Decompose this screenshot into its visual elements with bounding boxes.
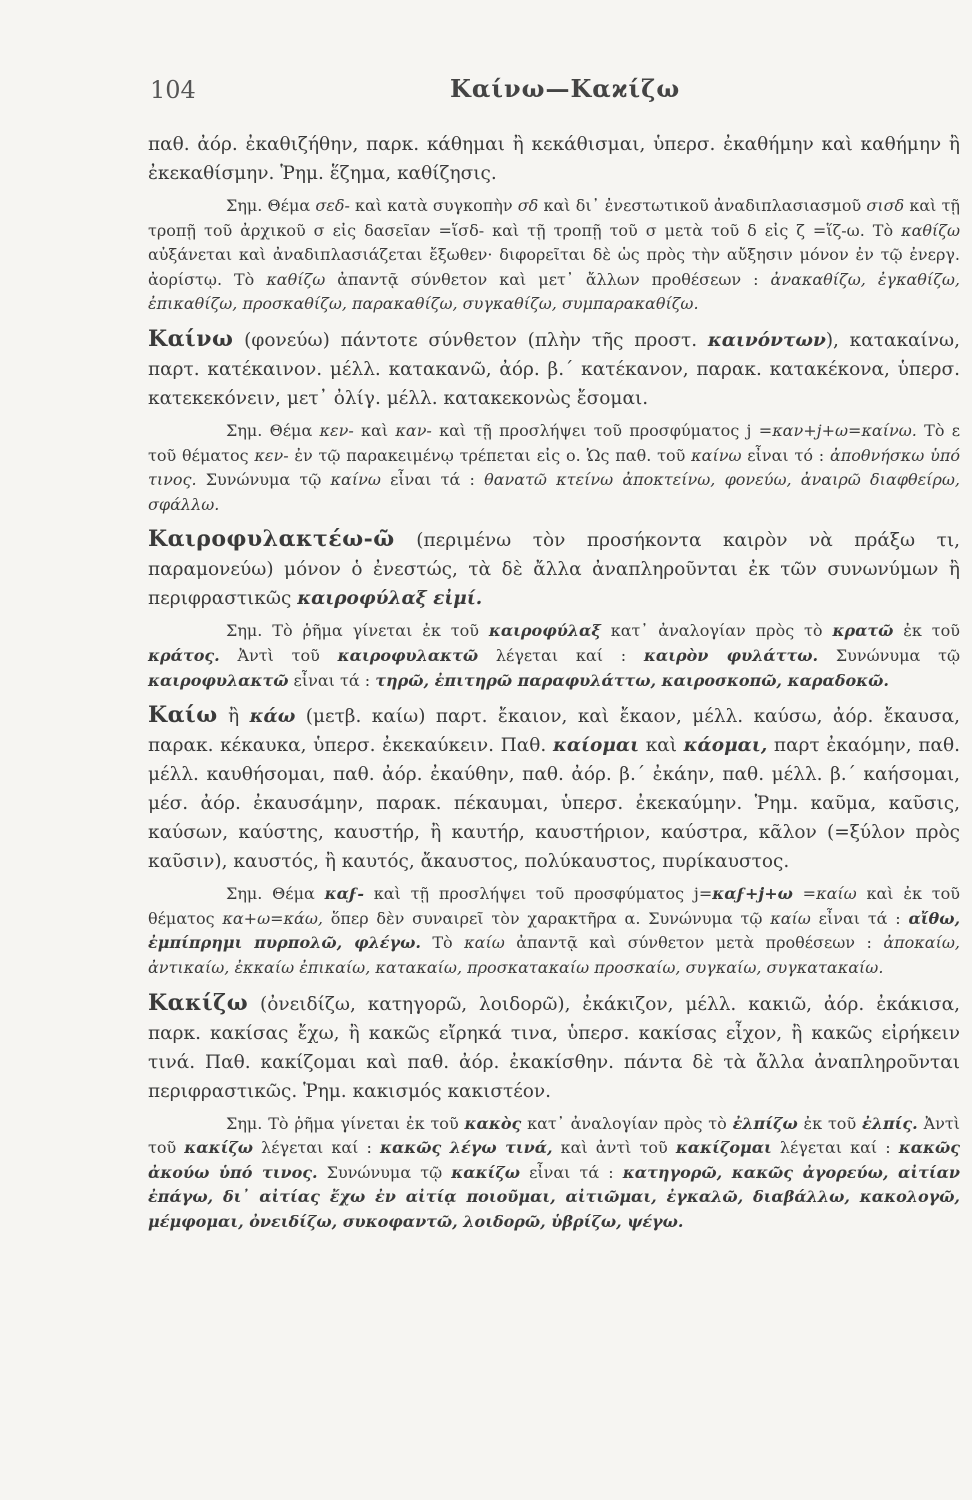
text-run: (φονεύω) πάντοτε σύνθετον (πλὴν τῆς προστ. bbox=[233, 329, 708, 351]
note-paragraph bbox=[148, 619, 960, 693]
bold-term: καϝ+j+ω bbox=[712, 884, 793, 904]
text-run: Τὸ ε τοῦ θέματος bbox=[148, 420, 961, 465]
italic-term: καν- bbox=[395, 420, 432, 440]
text-run: Σημ. Θέμα bbox=[226, 884, 325, 904]
entry-paragraph bbox=[148, 325, 960, 413]
text-run: ), κατακαίνω, παρτ. κατέκαινον. μέλλ. κατακανῶ, ἀόρ. β.΄ κατέκανον, παρακ. κατακέκονα, ὑπερσ. κατεκεκόνειν, μετ᾽ ὀλίγ. μέλλ. κατακεκονὼς ἔσομαι. bbox=[148, 329, 960, 409]
text-run: ὅπερ δὲν συναιρεῖ τὸν χαρακτῆρα α. Συνώνυμα τῷ bbox=[322, 908, 771, 928]
text-run: Συνώνυμα τῷ bbox=[818, 645, 960, 665]
text-run: εἶναι τά : bbox=[810, 908, 909, 928]
headword: Καιροφυλακτέω-ῶ bbox=[148, 526, 395, 553]
page-header bbox=[150, 72, 830, 112]
bold-term: καινόντων bbox=[707, 329, 826, 351]
italic-term: καθίζω bbox=[901, 220, 960, 240]
bold-term: κακίζω bbox=[451, 1162, 520, 1182]
bold-term: ἐλπίζω bbox=[732, 1113, 798, 1133]
italic-term: καίω bbox=[464, 933, 505, 953]
entry-paragraph bbox=[148, 525, 960, 613]
text-run: καὶ ἀντὶ τοῦ bbox=[552, 1138, 676, 1158]
bold-term: καιροφύλαξ bbox=[488, 621, 601, 641]
text-run: καὶ τῇ προσλήψει τοῦ προσφύματος j= bbox=[364, 884, 713, 904]
text-run: κατ᾽ ἀναλογίαν πρὸς τὸ bbox=[521, 1113, 733, 1133]
note-paragraph bbox=[148, 1112, 960, 1235]
text-run: (περιμένω τὸν προσήκοντα καιρὸν νὰ πράξω τι, παραμονεύω) μόνον ὁ ἐνεστώς, τὰ δὲ ἄλλα ἀναπληροῦνται ἐκ τῶν συνωνύμων ἢ περιφραστικῶς bbox=[148, 530, 960, 610]
text-run: κατ᾽ ἀναλογίαν πρὸς τὸ bbox=[600, 621, 833, 641]
text-run: καὶ τῇ τροπῇ τοῦ ἀρχικοῦ σ εἰς δασεῖαν =ἵσδ- καὶ τῇ τροπῇ τοῦ σ μετὰ τοῦ δ εἰς ζ =ἵζ-ω. Τὸ bbox=[148, 196, 960, 240]
text-run: ἀπαντᾷ καὶ σύνθετον μετὰ προθέσεων : bbox=[504, 933, 884, 953]
italic-term: σισδ bbox=[866, 196, 905, 215]
entry-paragraph bbox=[148, 701, 960, 876]
bold-term: κρατῶ bbox=[832, 621, 894, 641]
text-run: εἶναι τά : bbox=[288, 670, 376, 690]
bold-term: κακῶς ἀκούω ὑπό τινος. bbox=[148, 1138, 960, 1182]
italic-term: κα+ω=κάω, bbox=[222, 908, 323, 928]
text-run: (ὀνειδίζω, κατηγορῶ, λοιδορῶ), ἐκάκιζον, μέλλ. κακιῶ, ἀόρ. ἐκάκισα, παρκ. κακίσας ἔχω, ἢ κακῶς εἴρηκά τινα, ὑπερσ. κακίσας εἶχον, ἢ κακῶς εἰρήκειν τινά. Παθ. κακίζομαι καὶ παθ. ἀόρ. ἐκακίσθην. πάντα δὲ τὰ ἄλλα ἀναπληροῦνται περιφραστικῶς. Ῥημ. κακισμός κακιστέον. bbox=[148, 993, 960, 1102]
bold-term: καιροφυλακτῶ bbox=[337, 645, 479, 665]
headword: Κακίζω bbox=[148, 989, 249, 1016]
entry-paragraph bbox=[148, 989, 960, 1106]
italic-term: καίνω bbox=[691, 445, 742, 465]
italic-term: καίω bbox=[770, 908, 811, 928]
italic-term: ἀποθνήσκω ὑπό τινος. bbox=[148, 445, 961, 490]
italic-term: καίνω bbox=[330, 470, 381, 490]
page-body bbox=[148, 130, 960, 1234]
bold-term: κακὸς bbox=[464, 1113, 522, 1133]
text-run: λέγεται καί : bbox=[478, 645, 644, 665]
bold-term: καϝ- bbox=[324, 884, 364, 904]
text-run: Συνώνυμα τῷ bbox=[317, 1162, 452, 1182]
bold-term: ἐλπίς. bbox=[862, 1113, 918, 1133]
text-run: λέγεται καί : bbox=[253, 1138, 380, 1158]
italic-term: καν+j+ω=καίνω. bbox=[772, 420, 917, 440]
text-run: = bbox=[792, 884, 817, 904]
text-run: Ἀντὶ τοῦ bbox=[219, 645, 338, 665]
italic-term: θανατῶ κτείνω ἀποκτείνω, φονεύω, ἀναιρῶ διαφθείρω, σφάλλω. bbox=[148, 470, 960, 514]
bold-term: κακίζω bbox=[184, 1138, 254, 1158]
italic-term: ἀποκαίω, ἀντικαίω, ἐκκαίω ἐπικαίω, κατακαίω, προσκατακαίω προσκαίω, συγκαίω, συγκατακαίω. bbox=[148, 933, 960, 977]
bold-term: τηρῶ, ἐπιτηρῶ παραφυλάττω, καιροσκοπῶ, καραδοκῶ. bbox=[375, 670, 889, 690]
entry-paragraph bbox=[148, 130, 960, 188]
text-run: καὶ κατὰ συγκοπὴν bbox=[349, 196, 518, 215]
text-run: Σημ. Τὸ ῥῆμα γίνεται ἐκ τοῦ bbox=[226, 621, 489, 641]
text-run: ἢ bbox=[217, 706, 250, 728]
text-run: (μετβ. καίω) παρτ. ἔκαιον, καὶ ἔκαον, μέλλ. καύσω, ἀόρ. ἔκαυσα, παρακ. κέκαυκα, ὑπερσ. ἐκεκαύκειν. Παθ. bbox=[148, 706, 960, 757]
text-run: καὶ bbox=[639, 735, 684, 757]
italic-term: σδ bbox=[517, 196, 539, 215]
note-paragraph bbox=[148, 419, 960, 517]
text-run: εἶναι τά : bbox=[519, 1162, 623, 1182]
bold-term: κατηγορῶ, κακῶς ἀγορεύω, αἰτίαν ἐπάγω, δι᾽ αἰτίας ἔχω ἐν αἰτίᾳ ποιοῦμαι, αἰτιῶμαι, ἐγκαλῶ, διαβάλλω, κακολογῶ, μέμφομαι, ὀνειδίζω, συκοφαντῶ, λοιδορῶ, ὑβρίζω, ψέγω. bbox=[148, 1162, 961, 1231]
running-head: Καίνω—Καϰίζω bbox=[450, 74, 681, 103]
text-run: καὶ bbox=[353, 420, 396, 440]
text-run: Σημ. Τὸ ῥῆμα γίνεται ἐκ τοῦ bbox=[226, 1113, 465, 1133]
text-run: λέγεται καί : bbox=[771, 1138, 899, 1158]
bold-term: καιροφυλακτῶ bbox=[148, 670, 289, 690]
italic-term: καίω bbox=[816, 884, 857, 904]
text-run: ἐκ τοῦ bbox=[893, 621, 961, 641]
italic-term: ἀνακαθίζω, ἐγκαθίζω, ἐπικαθίζω, προσκαθίζω, παρακαθίζω, συγκαθίζω, συμπαρακαθίζω. bbox=[148, 269, 961, 314]
text-run: Ἀντὶ τοῦ bbox=[148, 1113, 960, 1158]
text-run: Συνώνυμα τῷ bbox=[196, 470, 331, 490]
text-run: παθ. ἀόρ. ἐκαθιζήθην, παρκ. κάθημαι ἢ κεκάθισμαι, ὑπερσ. ἐκαθήμην καὶ καθήμην ἢ ἐκεκαθίσμην. Ῥημ. ἕζημα, καθίζησις. bbox=[148, 134, 960, 184]
bold-term: καίομαι bbox=[552, 735, 640, 757]
text-run: παρτ ἐκαόμην, παθ. μέλλ. καυθήσομαι, παθ. ἀόρ. ἐκαύθην, παθ. ἀόρ. β.΄ ἐκάην, παθ. μέλλ. β.΄ καήσομαι, μέσ. ἀόρ. ἐκαυσάμην, παρακ. πέκαυμαι, ὑπερσ. ἐκεκαύμην. Ῥημ. καῦμα, καῦσις, καύσων, καύστης, καυστήρ, ἢ καυτήρ, καυστήριον, καύστρα, κᾶλον (=ξύλον πρὸς καῦσιν), καυστός, ἢ καυτός, ἄκαυστος, πολύκαυστος, πυρίκαυστος. bbox=[148, 735, 960, 873]
bold-term: καιρὸν φυλάττω. bbox=[643, 645, 819, 665]
text-run: αὐξάνεται καὶ ἀναδιπλασιάζεται ἔξωθεν· διφορεῖται δὲ ὡς πρὸς τὴν αὔξησιν μόνον ἐν τῷ ἐνεργ. ἀορίστῳ. Τὸ bbox=[148, 245, 960, 289]
text-run: εἶναι τά : bbox=[380, 470, 485, 490]
text-run: εἶναι τό : bbox=[741, 445, 830, 465]
italic-term: καθίζω bbox=[266, 269, 326, 289]
text-run: ἐν τῷ παρακειμένῳ τρέπεται εἰς ο. Ὡς παθ. τοῦ bbox=[288, 445, 692, 465]
note-paragraph bbox=[148, 882, 960, 980]
text-run: ἐκ τοῦ bbox=[797, 1113, 863, 1133]
bold-term: κράτος. bbox=[148, 645, 220, 665]
italic-term: κεν- bbox=[254, 445, 289, 465]
bold-term: κακίζομαι bbox=[675, 1138, 772, 1158]
bold-term: αἴθω, ἐμπίπρημι πυρπολῶ, φλέγω. bbox=[148, 908, 961, 953]
text-run: Σημ. Θέμα bbox=[226, 196, 316, 215]
bold-term: κάομαι, bbox=[683, 735, 768, 757]
text-run: Τὸ bbox=[420, 933, 465, 953]
text-run: καὶ τῇ προσλήψει τοῦ προσφύματος j = bbox=[431, 420, 773, 440]
text-run: καὶ ἐκ τοῦ θέματος bbox=[148, 884, 960, 928]
text-run: ἀπαντᾷ σύνθετον καὶ μετ᾽ ἄλλων προθέσεων : bbox=[325, 269, 771, 289]
italic-term: σεδ- bbox=[315, 196, 350, 215]
text-run: καὶ δι᾽ ἐνεστωτικοῦ ἀναδιπλασιασμοῦ bbox=[538, 196, 867, 215]
bold-term: κακῶς λέγω τινά, bbox=[379, 1138, 553, 1158]
note-paragraph bbox=[148, 194, 960, 317]
headword: Καίνω bbox=[148, 325, 234, 352]
italic-term: κεν- bbox=[319, 420, 354, 440]
text-run: Σημ. Θέμα bbox=[226, 420, 320, 440]
bold-term: καιροφύλαξ εἰμί. bbox=[297, 588, 483, 610]
bold-term: κάω bbox=[249, 706, 296, 728]
page-number: 104 bbox=[150, 76, 196, 104]
headword: Καίω bbox=[148, 702, 218, 729]
